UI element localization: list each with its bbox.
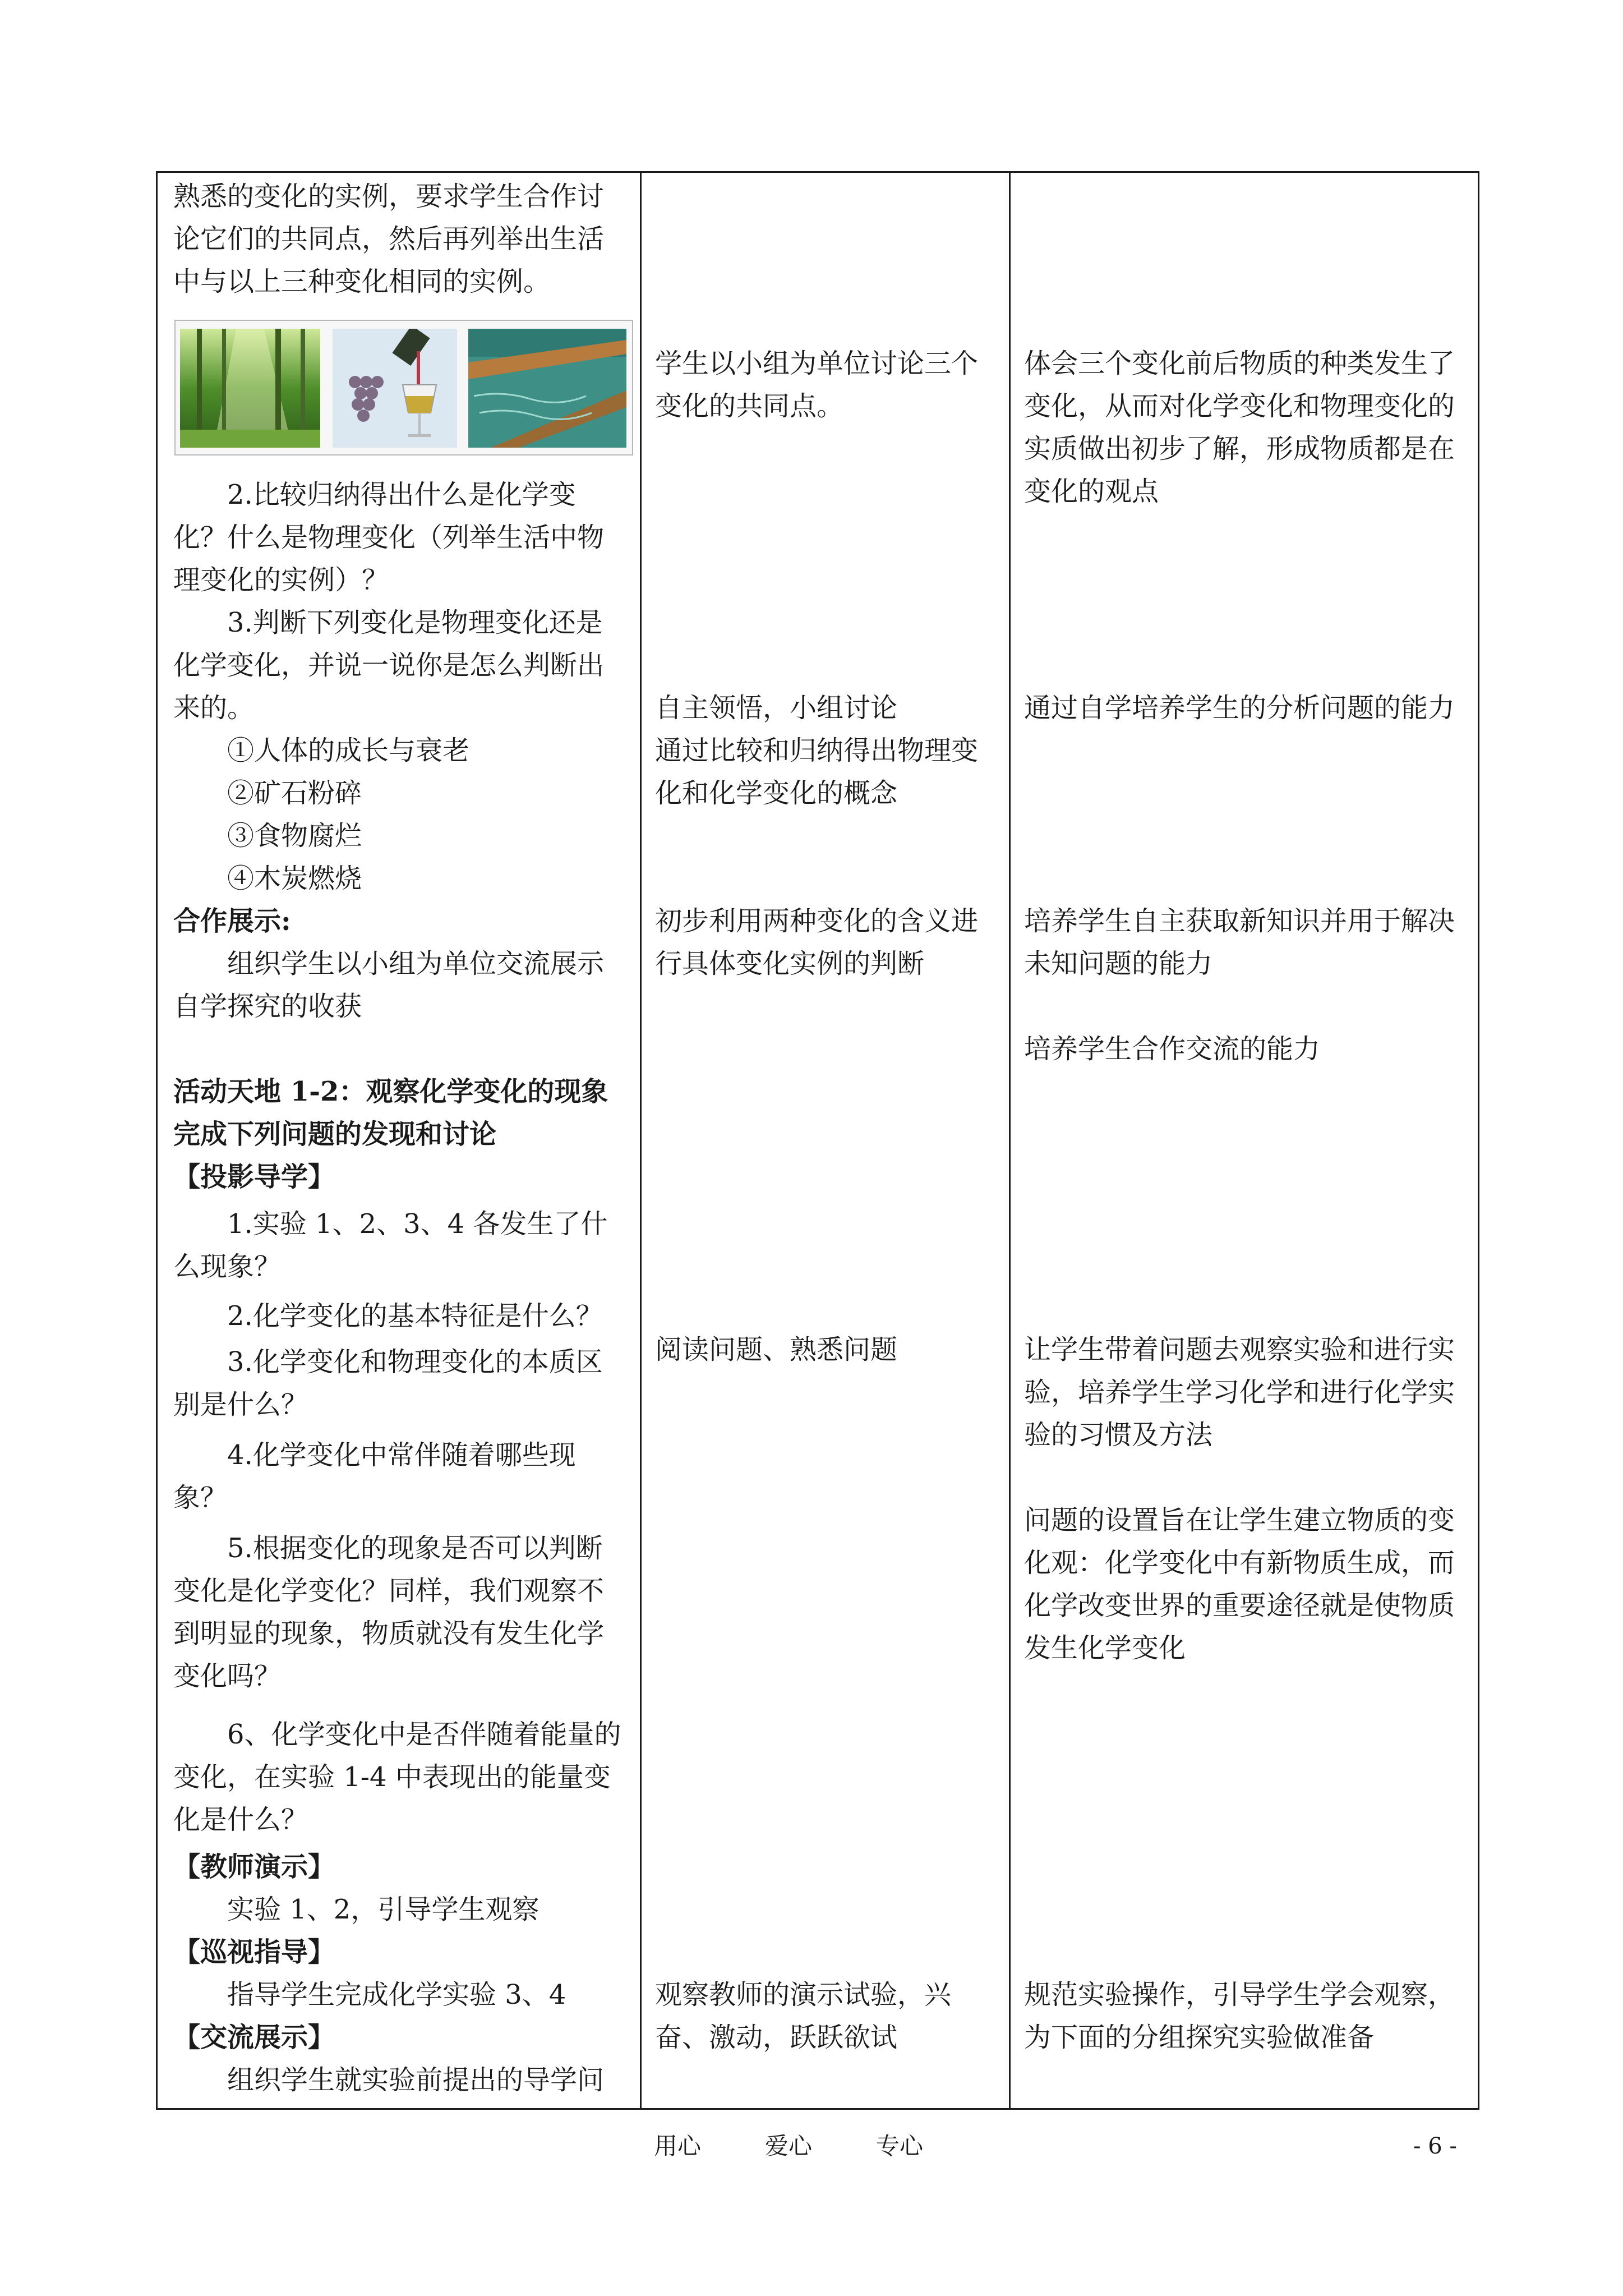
footer-motto-2: 爱心 [765, 2132, 813, 2160]
intro-text: 熟悉的变化的实例，要求学生合作讨论它们的共同点，然后再列举出生活中与以上三种变化相同的实例。 [173, 181, 605, 297]
student-text: 阅读问题、熟悉问题 [655, 1334, 898, 1365]
exchange-heading: 【交流展示】 [173, 2022, 335, 2053]
activity-heading: 活动天地 1-2：观察化学变化的现象完成下列问题的发现和讨论 [173, 1076, 608, 1150]
wine-photo [333, 329, 457, 448]
footer-motto-3: 专心 [876, 2132, 924, 2160]
design-intent-column [1011, 173, 1478, 2108]
patrol-heading: 【巡视指导】 [173, 1936, 335, 1968]
coop-text: 组织学生以小组为单位交流展示自学探究的收获 [173, 948, 605, 1022]
question-2: 2.比较归纳得出什么是化学变化？什么是物理变化（列举生活中物理变化的实例）？ [173, 479, 605, 596]
teacher-activity-column [158, 173, 640, 2108]
exchange-text: 组织学生就实验前提出的导学问 [227, 2064, 605, 2096]
list-item: ①人体的成长与衰老 [227, 735, 470, 766]
water-channel-photo [468, 329, 626, 448]
guide-question: 3.化学变化和物理变化的本质区别是什么？ [173, 1346, 603, 1420]
demo-heading: 【教师演示】 [173, 1851, 335, 1883]
page-number: - 6 - [1413, 2133, 1457, 2159]
coop-heading: 合作展示: [173, 905, 291, 937]
question-3: 3.判断下列变化是物理变化还是化学变化，并说一说你是怎么判断出来的。 [173, 607, 605, 724]
footer-motto-1: 用心 [654, 2132, 702, 2160]
guide-question: 1.实验 1、2、3、4 各发生了什么现象？ [173, 1208, 608, 1282]
student-text: 自主领悟，小组讨论 [655, 692, 898, 724]
intent-text: 体会三个变化前后物质的种类发生了变化，从而对化学变化和物理变化的实质做出初步了解，形成物质都是在变化的观点 [1024, 348, 1455, 507]
forest-photo [180, 329, 320, 448]
guide-question: 6、化学变化中是否伴随着能量的变化，在实验 1-4 中表现出的能量变化是什么？ [173, 1719, 621, 1835]
intent-text: 培养学生合作交流的能力 [1024, 1033, 1321, 1065]
intent-text: 让学生带着问题去观察实验和进行实验，培养学生学习化学和进行化学实验的习惯及方法 [1024, 1334, 1455, 1451]
list-item: ③食物腐烂 [227, 820, 362, 852]
lesson-plan-table [156, 171, 1479, 2110]
student-activity-column [642, 173, 1009, 2108]
intent-text: 规范实验操作，引导学生学会观察，为下面的分组探究实验做准备 [1024, 1979, 1455, 2053]
intent-text: 通过自学培养学生的分析问题的能力 [1024, 692, 1455, 724]
patrol-text: 指导学生完成化学实验 3、4 [227, 1979, 566, 2010]
guide-question: 2.化学变化的基本特征是什么？ [227, 1300, 603, 1332]
illustration-strip [174, 320, 633, 455]
guide-heading: 【投影导学】 [173, 1161, 335, 1193]
student-text: 观察教师的演示试验，兴奋、激动，跃跃欲试 [655, 1979, 952, 2053]
guide-question: 4.化学变化中常伴随着哪些现象？ [173, 1439, 576, 1513]
student-text: 初步利用两种变化的含义进行具体变化实例的判断 [655, 905, 979, 979]
student-text: 学生以小组为单位讨论三个变化的共同点。 [655, 348, 979, 422]
intent-text: 培养学生自主获取新知识并用于解决未知问题的能力 [1024, 905, 1455, 979]
list-item: ④木炭燃烧 [227, 863, 362, 894]
list-item: ②矿石粉碎 [227, 777, 362, 809]
guide-question: 5.根据变化的现象是否可以判断变化是化学变化？同样，我们观察不到明显的现象，物质就没有发生化学变化吗？ [173, 1533, 605, 1692]
demo-text: 实验 1、2，引导学生观察 [227, 1894, 540, 1925]
intent-text: 问题的设置旨在让学生建立物质的变化观：化学变化中有新物质生成，而化学改变世界的重要途径就是使物质发生化学变化 [1024, 1504, 1455, 1664]
student-text: 通过比较和归纳得出物理变化和化学变化的概念 [655, 735, 979, 809]
